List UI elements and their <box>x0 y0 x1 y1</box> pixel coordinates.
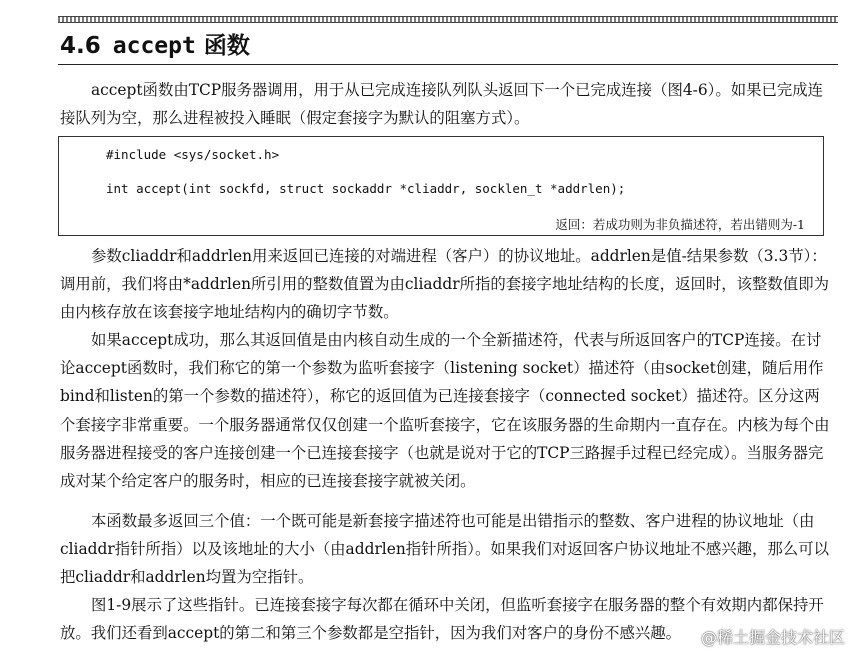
code-prototype: int accept(int sockfd, struct sockaddr *cliaddr, socklen_t *addrlen); <box>106 181 626 196</box>
intro-text: accept函数由TCP服务器调用，用于从已完成连接队列队头返回下一个已完成连接（图4-6）。如果已完成连接队列为空，那么进程被投入睡眠（假定套接字为默认的阻塞方式）。 <box>60 81 824 128</box>
section-heading <box>60 27 250 60</box>
intro-paragraph <box>60 76 831 132</box>
section-function-name: accept <box>112 33 196 59</box>
paragraph-three-values-text: 本函数最多返回三个值：一个既可能是新套接字描述符也可能是出错指示的整数、客户进程的协议地址（由cliaddr指针所指）以及该地址的大小（由addrlen指针所指）。如果我们对返回客户协议地址不感兴趣，那么可以把cliaddr和addrlen均置为空指针。 <box>60 512 829 587</box>
paragraph-return-value <box>60 326 831 495</box>
code-box <box>58 136 824 236</box>
paragraph-parameters <box>60 242 831 327</box>
top-rule <box>58 16 838 23</box>
paragraph-three-values <box>60 507 831 592</box>
code-include: #include <sys/socket.h> <box>106 147 280 162</box>
paragraph-figure-ref-text: 图1-9展示了这些指针。已连接套接字每次都在循环中关闭，但监听套接字在服务器的整个有效期内都保持开放。我们还看到accept的第二和第三个参数都是空指针，因为我们对客户的身份不感兴趣。 <box>60 596 824 643</box>
heading-rule <box>58 64 838 65</box>
section-title-suffix: 函数 <box>203 33 250 59</box>
watermark: @稀土掘金技术社区 <box>700 628 845 647</box>
paragraph-parameters-text: 参数cliaddr和addrlen用来返回已连接的对端进程（客户）的协议地址。addrlen是值-结果参数（3.3节）：调用前，我们将由*addrlen所引用的整数值置为由cliaddr所指的套接字地址结构的长度，返回时，该整数值即为由内核存放在该套接字地址结构内的确切字节数。 <box>60 247 829 322</box>
code-return-note: 返回：若成功则为非负描述符，若出错则为-1 <box>555 217 805 232</box>
section-number: 4.6 <box>60 33 101 59</box>
paragraph-return-value-text: 如果accept成功，那么其返回值是由内核自动生成的一个全新描述符，代表与所返回客户的TCP连接。在讨论accept函数时，我们称它的第一个参数为监听套接字（listening socket）描述符（由socket创建，随后用作bind和listen的第一个参数的描述符），称它的返回值为已连接套接字（connected socket）描述符。区分这两个套接字非常重要。一个服务器通常仅仅创建一个监听套接字，它在该服务器的生命期内一直存在。内核为每个由服务器进程接受的客户连接创建一个已连接套接字（也就是说对于它的TCP三路握手过程已经完成）。当服务器完成对某个给定客户的服务时，相应的已连接套接字就被关闭。 <box>60 331 830 491</box>
